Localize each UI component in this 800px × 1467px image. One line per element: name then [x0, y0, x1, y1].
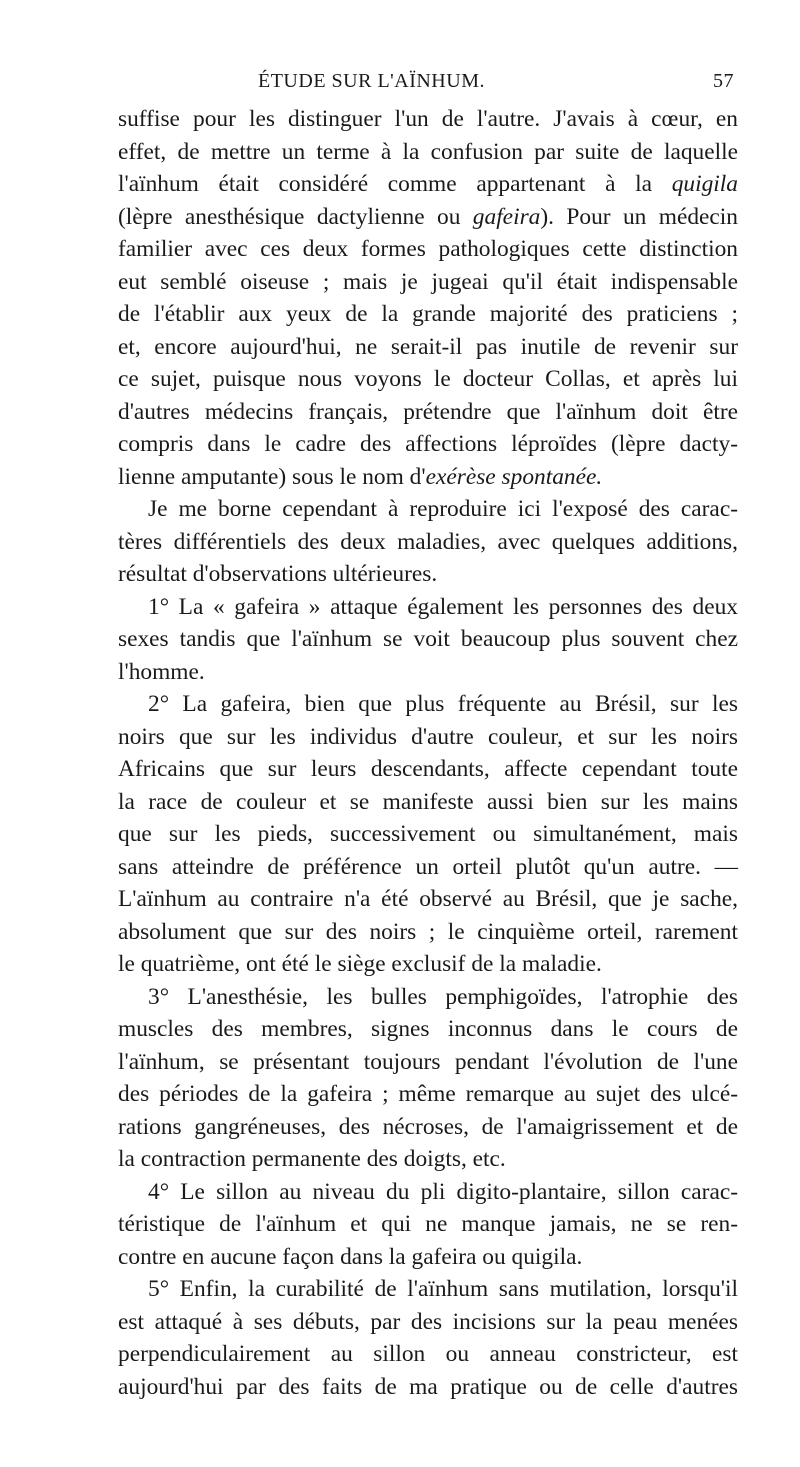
text-line: des périodes de la gafeira ; même remarque au sujet des ulcé-: [118, 1081, 738, 1107]
text-line: de l'établir aux yeux de la grande majorité des praticiens ;: [118, 301, 738, 327]
text-line: perpendiculairement au sillon ou anneau constricteur, est: [118, 1341, 738, 1367]
text-line: la race de couleur et se manifeste aussi bien sur les mains: [118, 788, 738, 815]
text-line: Africains que sur leurs descendants, affecte cependant toute: [118, 756, 738, 782]
text-line: familier avec ces deux formes pathologiques cette distinction: [118, 236, 738, 262]
text-line: l'homme.: [118, 658, 205, 685]
list-item-4: 4° Le sillon au niveau du pli digito-plantaire, sillon carac-: [148, 1178, 738, 1205]
text-line: l'aïnhum, se présentant toujours pendant l'évolution de l'une: [118, 1048, 738, 1075]
list-item-5: 5° Enfin, la curabilité de l'aïnhum sans mutilation, lorsqu'il: [148, 1276, 738, 1302]
text-line: sans atteindre de préférence un orteil plutôt qu'un autre. —: [118, 853, 738, 880]
italic-term-gafeira: gafeira: [472, 203, 541, 230]
text-line: [118, 168, 738, 201]
text-line: noirs que sur les individus d'autre couleur, et sur les noirs: [118, 723, 738, 750]
italic-term-exerese: exérèse spontanée.: [425, 463, 603, 490]
text-line: effet, de mettre un terme à la confusion par suite de laquelle: [118, 138, 738, 165]
text-line: aujourd'hui par des faits de ma pratique ou de celle d'autres: [118, 1373, 738, 1400]
list-item-3: 3° L'anesthésie, les bulles pemphigoïdes, l'atrophie des: [148, 983, 738, 1010]
text-span: (lèpre anesthésique dactylienne ou: [118, 203, 473, 230]
text-line: la contraction permanente des doigts, etc.: [118, 1146, 506, 1172]
paragraph-start: Je me borne cependant à reproduire ici l'exposé des carac-: [148, 496, 738, 522]
text-line: compris dans le cadre des affections léproïdes (lèpre dacty-: [118, 431, 738, 457]
text-span: l'aïnhum était considéré comme appartenant à la: [118, 171, 672, 197]
text-line: suffise pour les distinguer l'un de l'autre. J'avais à cœur, en: [118, 106, 738, 132]
text-line: absolument que sur des noirs ; le cinquième orteil, rarement: [118, 918, 738, 945]
text-line: contre en aucune façon dans la gafeira ou quigila.: [118, 1243, 583, 1270]
text-span: ). Pour un médecin: [540, 203, 738, 230]
text-line: d'autres médecins français, prétendre que l'aïnhum doit être: [118, 398, 738, 425]
text-line: muscles des membres, signes inconnus dans le cours de: [118, 1016, 738, 1042]
page-number: 57: [713, 70, 734, 92]
italic-term-quigila: quigila: [671, 171, 738, 197]
text-line: [118, 201, 738, 234]
text-line: rations gangréneuses, des nécroses, de l'amaigrissement et de: [118, 1113, 738, 1140]
text-line: ce sujet, puisque nous voyons le docteur Collas, et après lui: [118, 366, 738, 392]
text-line: [118, 461, 738, 494]
list-item-2: 2° La gafeira, bien que plus fréquente au Brésil, sur les: [148, 691, 738, 717]
text-line: est attaqué à ses débuts, par des incisions sur la peau menées: [118, 1308, 738, 1335]
text-line: que sur les pieds, successivement ou simultanément, mais: [118, 821, 738, 847]
text-line: L'aïnhum au contraire n'a été observé au Brésil, que je sache,: [118, 886, 738, 912]
text-line: et, encore aujourd'hui, ne serait-il pas inutile de revenir sur: [118, 333, 738, 360]
running-title: ÉTUDE SUR L'AÏNHUM.: [258, 70, 485, 92]
body-text: [118, 103, 738, 1403]
text-line: eut semblé oiseuse ; mais je jugeai qu'il était indispensable: [118, 268, 738, 295]
text-span: lienne amputante) sous le nom d': [118, 463, 426, 490]
text-line: téristique de l'aïnhum et qui ne manque jamais, ne se ren-: [118, 1211, 738, 1237]
text-line: résultat d'observations ultérieures.: [118, 561, 438, 587]
running-head: [118, 62, 738, 98]
text-line: sexes tandis que l'aïnhum se voit beaucoup plus souvent chez: [118, 626, 738, 652]
list-item-1: 1° La « gafeira » attaque également les personnes des deux: [148, 593, 738, 620]
text-line: le quatrième, ont été le siège exclusif de la maladie.: [118, 951, 602, 977]
text-line: tères différentiels des deux maladies, avec quelques additions,: [118, 528, 738, 555]
